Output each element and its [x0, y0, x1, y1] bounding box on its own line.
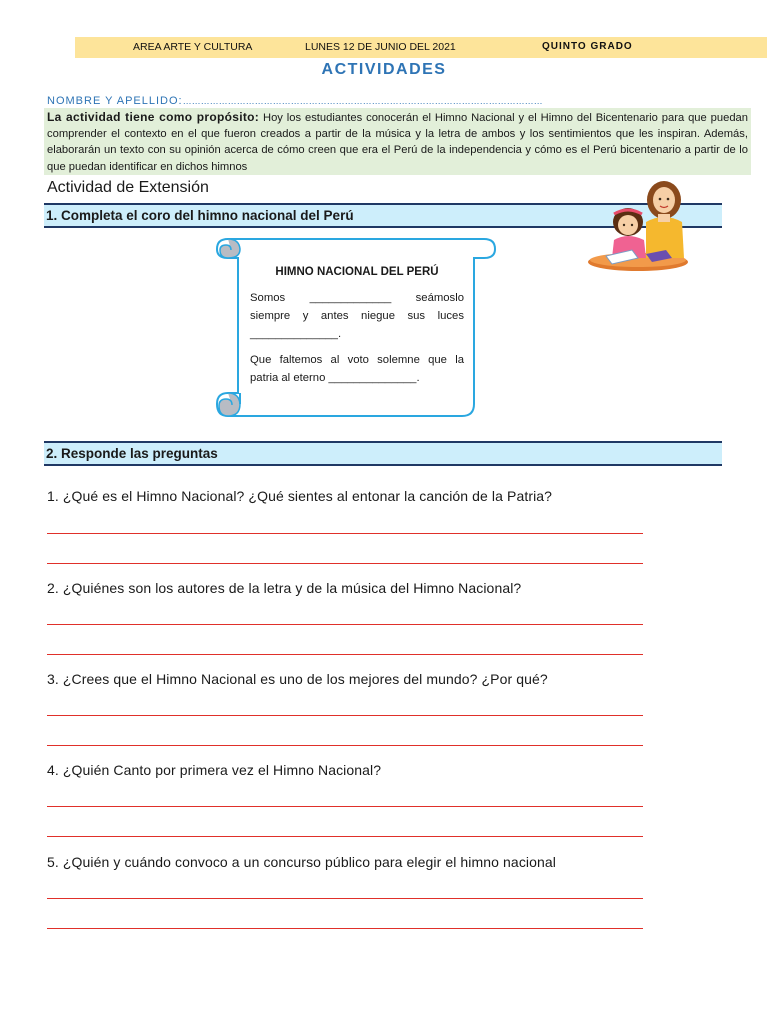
- grade: QUINTO GRADO: [542, 41, 633, 52]
- question-2: 2. ¿Quiénes son los autores de la letra y de la música del Himno Nacional?: [47, 580, 522, 596]
- answer-line-1b[interactable]: [47, 563, 643, 564]
- subject-area: AREA ARTE Y CULTURA: [133, 41, 253, 53]
- answer-line-2b[interactable]: [47, 654, 643, 655]
- reading-illustration: [586, 178, 698, 278]
- anthem-title: HIMNO NACIONAL DEL PERÚ: [275, 266, 439, 278]
- purpose-text: Hoy los estudiantes conocerán el Himno Nacional y el Himno del Bicentenario para que puedan comprender el contexto en el que fueron creados a partir de la música y la letra de ambos y los sentimientos que les inspiran. Además, elaborarán un texto con su opinión acerca de cómo creen que era el Perú de la independencia y cómo es el Perú bicentenario a partir de lo que puedan identificar en dichos himnos: [47, 112, 748, 173]
- purpose-lead: La actividad tiene como propósito:: [47, 110, 260, 124]
- section-2-title: 2. Responde las preguntas: [46, 446, 218, 461]
- answer-line-5a[interactable]: [47, 898, 643, 899]
- name-dots: …………………………………………………………………………………………………………: [182, 96, 543, 106]
- name-field[interactable]: [47, 95, 543, 107]
- page-title: ACTIVIDADES: [321, 61, 447, 78]
- name-label: NOMBRE Y APELLIDO:: [47, 95, 183, 107]
- section-2-header: [44, 441, 722, 466]
- anthem-verse-2[interactable]: Que faltemos al voto solemne que la patria al eterno ______________.: [250, 354, 464, 384]
- answer-line-1a[interactable]: [47, 533, 643, 534]
- answer-line-5b[interactable]: [47, 928, 643, 929]
- answer-line-4a[interactable]: [47, 806, 643, 807]
- header-band: [75, 37, 767, 58]
- date: LUNES 12 DE JUNIO DEL 2021: [305, 41, 456, 53]
- purpose-box: [44, 108, 751, 175]
- question-5: 5. ¿Quién y cuándo convoco a un concurso público para elegir el himno nacional: [47, 854, 556, 870]
- question-1: 1. ¿Qué es el Himno Nacional? ¿Qué sientes al entonar la canción de la Patria?: [47, 488, 553, 504]
- section-1-title: 1. Completa el coro del himno nacional del Perú: [46, 208, 354, 223]
- question-4: 4. ¿Quién Canto por primera vez el Himno Nacional?: [47, 762, 382, 778]
- anthem-verse-1[interactable]: Somos _____________ seámoslo siempre y antes niegue sus luces ______________.: [250, 292, 464, 340]
- answer-line-2a[interactable]: [47, 624, 643, 625]
- anthem-text: [250, 263, 464, 395]
- extension-title: Actividad de Extensión: [47, 179, 209, 196]
- question-3: 3. ¿Crees que el Himno Nacional es uno de los mejores del mundo? ¿Por qué?: [47, 671, 548, 687]
- answer-line-4b[interactable]: [47, 836, 643, 837]
- answer-line-3b[interactable]: [47, 745, 643, 746]
- answer-line-3a[interactable]: [47, 715, 643, 716]
